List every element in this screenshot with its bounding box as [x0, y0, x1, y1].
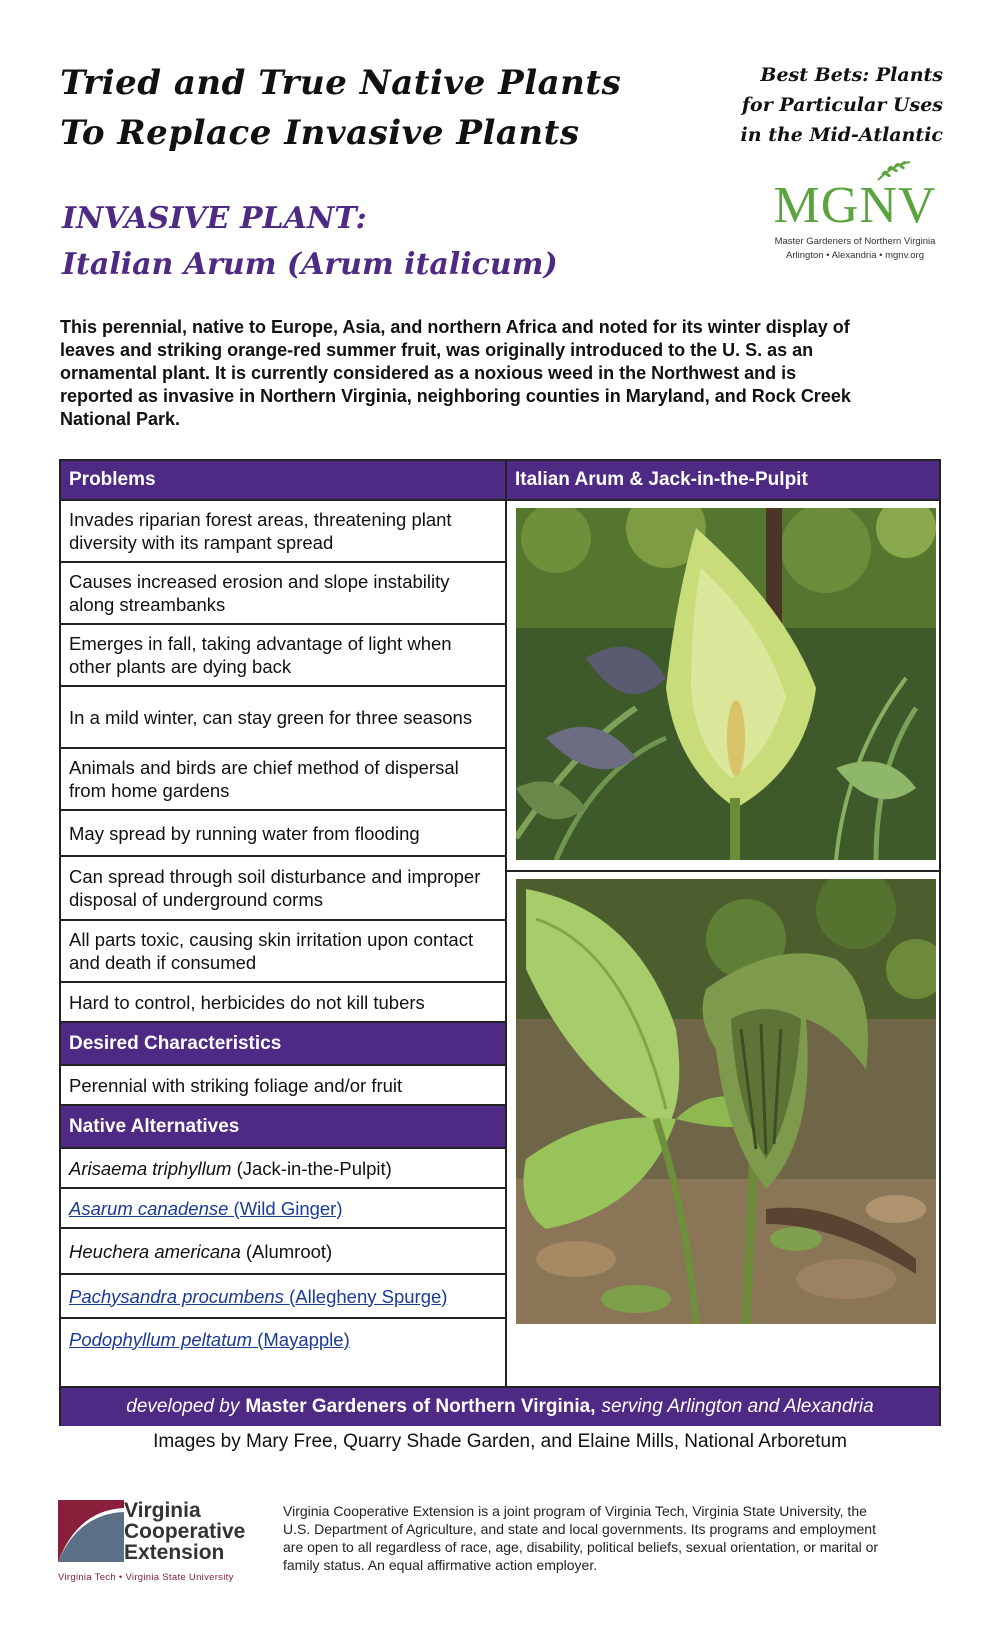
- vce-line1: Virginia: [124, 1499, 201, 1522]
- problem-row: Can spread through soil disturbance and improper disposal of underground corms: [61, 857, 505, 921]
- common-name: (Jack-in-the-Pulpit): [231, 1157, 392, 1179]
- alternative-row: [61, 1319, 505, 1359]
- footer-prefix: developed by: [126, 1396, 240, 1417]
- series-line3: in the Mid-Atlantic: [740, 124, 943, 146]
- leaf-sprig-icon: [874, 158, 914, 184]
- footer-suffix: serving Arlington and Alexandria: [601, 1396, 874, 1417]
- alternative-row: [61, 1275, 505, 1319]
- latin-name: Heuchera americana: [69, 1240, 241, 1262]
- desired-header: Desired Characteristics: [61, 1023, 505, 1066]
- problem-row: Invades riparian forest areas, threatening plant diversity with its rampant spread: [61, 501, 505, 563]
- mgnv-logo: [760, 158, 950, 261]
- latin-name: Arisaema triphyllum: [69, 1157, 232, 1179]
- series-line2: for Particular Uses: [741, 94, 943, 116]
- column-divider: [505, 461, 507, 1386]
- alternative-row: [61, 1229, 505, 1275]
- common-name: (Alumroot): [240, 1240, 333, 1262]
- vce-logo-icon: [58, 1500, 124, 1568]
- problem-row: May spread by running water from flooding: [61, 811, 505, 857]
- problem-row: All parts toxic, causing skin irritation upon contact and death if consumed: [61, 921, 505, 983]
- main-title: [60, 58, 621, 158]
- problem-row: Hard to control, herbicides do not kill tubers: [61, 983, 505, 1023]
- image-credits: Images by Mary Free, Quarry Shade Garden, and Elaine Mills, National Arboretum: [153, 1431, 847, 1452]
- problems-column: [61, 461, 505, 1359]
- vce-disclaimer: Virginia Cooperative Extension is a joint program of Virginia Tech, Virginia State University, the U.S. Department of Agriculture, and state and local governments. Its programs and employment are open to all regardless of race, age, disability, political beliefs, sexual orientation, or marital or family status. An equal affirmative action employer.: [283, 1503, 879, 1573]
- desired-row: Perennial with striking foliage and/or fruit: [61, 1066, 505, 1106]
- problem-row: Animals and birds are chief method of dispersal from home gardens: [61, 749, 505, 811]
- alternative-row: [61, 1189, 505, 1229]
- invasive-label: INVASIVE PLANT:: [62, 201, 367, 236]
- vce-line3: Extension: [124, 1541, 225, 1564]
- vce-universities: Virginia Tech • Virginia State University: [58, 1572, 234, 1583]
- alternative-row: [61, 1149, 505, 1189]
- alternatives-header: Native Alternatives: [61, 1106, 505, 1149]
- problems-header: Problems: [61, 461, 505, 501]
- intro-paragraph: This perennial, native to Europe, Asia, and northern Africa and noted for its winter display of leaves and striking orange-red summer fruit, was originally introduced to the U. S. as an ornamental plant. It is currently considered as a noxious weed in the Northwest and is reported as invasive in Northern Virginia, neighboring counties in Maryland, and Rock Creek National Park.: [60, 317, 851, 429]
- vce-line2: Cooperative: [124, 1520, 246, 1543]
- podophyllum-link[interactable]: Podophyllum peltatum (Mayapple): [69, 1328, 350, 1350]
- mgnv-locations: Arlington • Alexandria • mgnv.org: [786, 250, 924, 261]
- invasive-name: Italian Arum (Arum italicum): [62, 247, 558, 282]
- italian-arum-photo: [516, 508, 936, 860]
- problem-row: Emerges in fall, taking advantage of light when other plants are dying back: [61, 625, 505, 687]
- series-title: [703, 60, 943, 150]
- mgnv-subtitle: Master Gardeners of Northern Virginia: [774, 236, 936, 247]
- mgnv-letters: MGNV: [773, 177, 937, 234]
- photos-header: Italian Arum & Jack-in-the-Pulpit: [507, 461, 939, 501]
- photo-separator: [507, 870, 939, 872]
- footer-org: Master Gardeners of Northern Virginia,: [245, 1396, 596, 1417]
- jack-in-the-pulpit-photo: [516, 879, 936, 1324]
- main-title-line2: To Replace Invasive Plants: [60, 113, 580, 153]
- asarum-link[interactable]: Asarum canadense (Wild Ginger): [69, 1197, 343, 1219]
- photos-column: [507, 461, 939, 501]
- series-line1: Best Bets: Plants: [760, 64, 943, 86]
- pachysandra-link[interactable]: Pachysandra procumbens (Allegheny Spurge): [69, 1285, 448, 1307]
- vce-wordmark: [124, 1500, 245, 1563]
- main-title-line1: Tried and True Native Plants: [60, 63, 622, 103]
- developed-by-bar: [61, 1386, 939, 1426]
- plant-table: [59, 459, 941, 1426]
- invasive-plant-title: [62, 196, 558, 288]
- problem-row: Causes increased erosion and slope instability along streambanks: [61, 563, 505, 625]
- problem-row: In a mild winter, can stay green for three seasons: [61, 687, 505, 749]
